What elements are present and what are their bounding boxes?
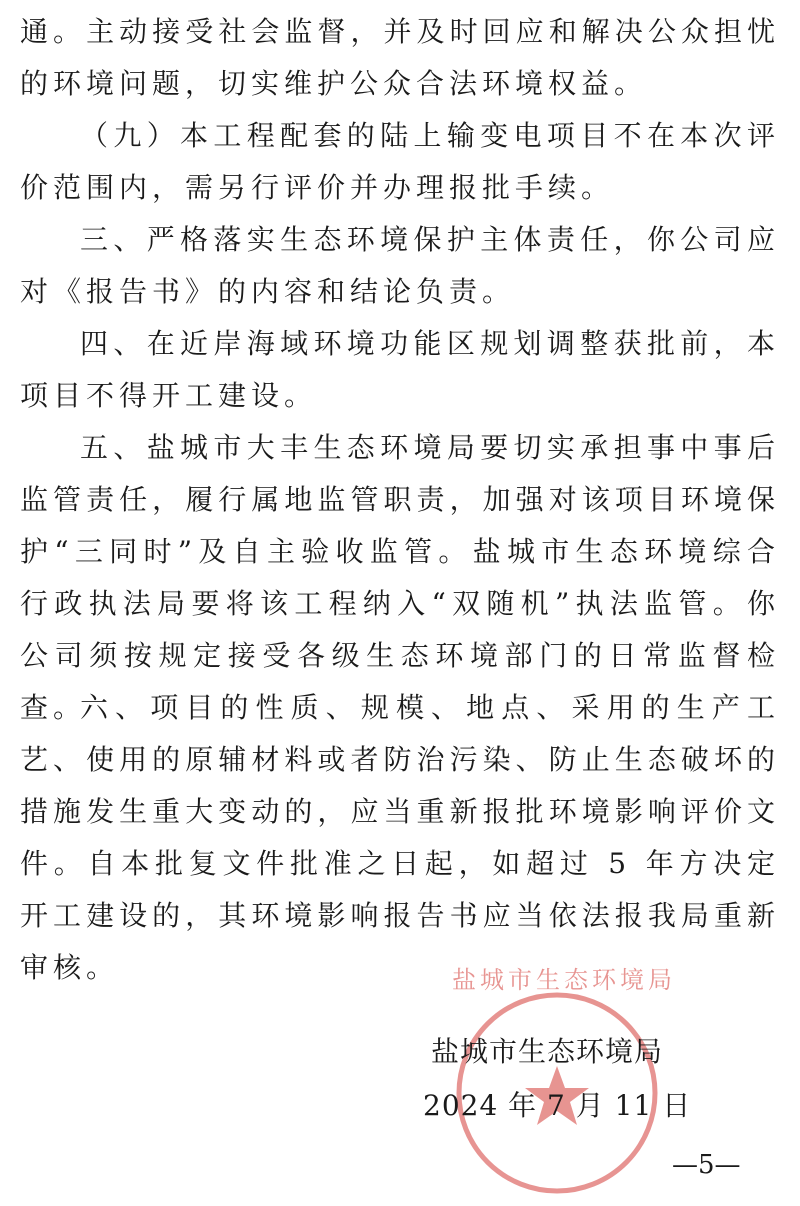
paragraph-item-9: （九）本工程配套的陆上输变电项目不在本次评价范围内，需另行评价并办理报批手续。 [20,119,780,204]
issuer-name: 盐城市生态环境局 [431,1035,664,1068]
paragraph-section-5: 五、盐城市大丰生态环境局要切实承担事中事后监管责任，履行属地监管职责，加强对该项目环境保护“三同时”及自主验收监管。盐城市生态环境综合行政执法局要将该工程纳入“双随机”执法监管。你公司须按规定接受各级生态环境部门的日常监督检查。 [20,431,780,724]
seal-text: 盐城市生态环境局 [452,966,676,994]
paragraph-section-6: 六、项目的性质、规模、地点、采用的生产工艺、使用的原辅材料或者防治污染、防止生态破坏的措施发生重大变动的，应当重新报批环境影响评价文件。自本批复文件批准之日起，如超过 5 年方决定开工建设的，其环境影响报告书应当依法报我局重新审核。 [20,691,780,984]
issue-date: 2024 年 7 月 11 日 [423,1089,692,1122]
paragraph-continuation: 通。主动接受社会监督，并及时回应和解决公众担忧的环境问题，切实维护公众合法环境权益。 [20,15,780,100]
paragraph-section-3: 三、严格落实生态环境保护主体责任，你公司应对《报告书》的内容和结论负责。 [20,223,780,308]
paragraph-section-4: 四、在近岸海域环境功能区规划调整获批前，本项目不得开工建设。 [20,327,780,412]
page-number: —5— [672,1150,741,1180]
